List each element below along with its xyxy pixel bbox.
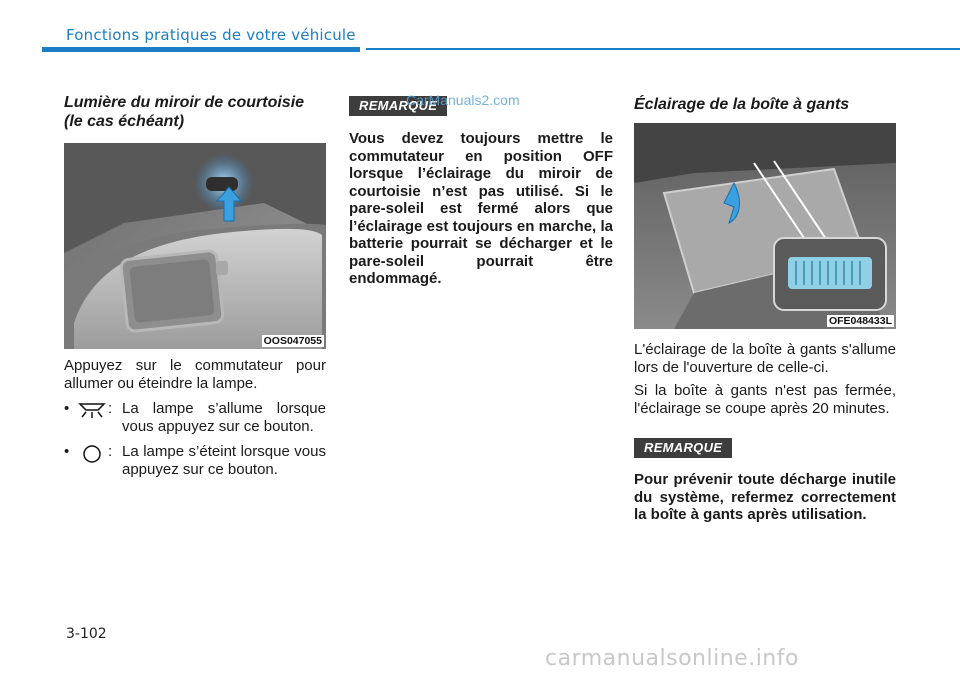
column-1 bbox=[64, 93, 326, 478]
intro-paragraph: Appuyez sur le commutateur pour allumer ou éteindre la lampe. bbox=[64, 357, 326, 392]
watermark-bottom: carmanualsonline.info bbox=[545, 646, 799, 671]
column-2 bbox=[349, 96, 613, 288]
column-3 bbox=[634, 95, 896, 524]
bullet-lamp-on: • : La lampe s’allume lorsque vous appuyez sur ce bouton. bbox=[64, 400, 326, 435]
header-rule-thin bbox=[366, 48, 960, 50]
heading-line-1: Lumière du miroir de courtoisie bbox=[64, 94, 305, 111]
photo-code: OFE048433L bbox=[828, 315, 892, 327]
photo-code: OOS047055 bbox=[263, 335, 322, 347]
lamp-on-icon bbox=[76, 400, 108, 420]
remarque-note: Pour prévenir toute décharge inutile du système, refermez correctement la boîte à gants après utilisation. bbox=[634, 471, 896, 523]
glovebox-photo bbox=[634, 123, 896, 329]
remarque-badge: REMARQUE bbox=[349, 96, 447, 116]
section-heading-glovebox: Éclairage de la boîte à gants bbox=[634, 96, 850, 113]
page-number: 3-102 bbox=[66, 626, 107, 642]
bullet-lamp-off: • : La lampe s’éteint lorsque vous appuyez sur ce bouton. bbox=[64, 443, 326, 478]
bullet-text: La lampe s’allume lorsque vous appuyez sur ce bouton. bbox=[122, 400, 326, 435]
lamp-off-icon bbox=[76, 443, 108, 463]
glovebox-paragraph-2: Si la boîte à gants n'est pas fermée, l'éclairage se coupe après 20 minutes. bbox=[634, 382, 896, 417]
section-heading-mirror bbox=[64, 93, 326, 131]
vanity-mirror-illustration bbox=[64, 143, 326, 349]
header-rule-thick bbox=[42, 47, 360, 52]
heading-line-2: (le cas échéant) bbox=[64, 113, 185, 130]
glovebox-paragraph-1: L'éclairage de la boîte à gants s'allume lors de l'ouverture de celle-ci. bbox=[634, 341, 896, 376]
remarque-badge: REMARQUE bbox=[634, 438, 732, 458]
vanity-mirror-photo bbox=[64, 143, 326, 349]
glovebox-illustration bbox=[634, 123, 896, 329]
bullet-text: La lampe s’éteint lorsque vous appuyez sur ce bouton. bbox=[122, 443, 326, 478]
watermark-top: CarManuals2.com bbox=[406, 92, 520, 108]
header-title: Fonctions pratiques de votre véhicule bbox=[66, 26, 356, 44]
remarque-note: Vous devez toujours mettre le commutateur en position OFF lorsque l’éclairage du miroir de courtoisie n’est pas utilisé. Si le pare-soleil est fermé alors que l’éclairage est toujours en marche, la batterie pourrait se décharger et le pare-soleil pourrait être endommagé. bbox=[349, 130, 613, 287]
remarque-block bbox=[634, 438, 896, 458]
